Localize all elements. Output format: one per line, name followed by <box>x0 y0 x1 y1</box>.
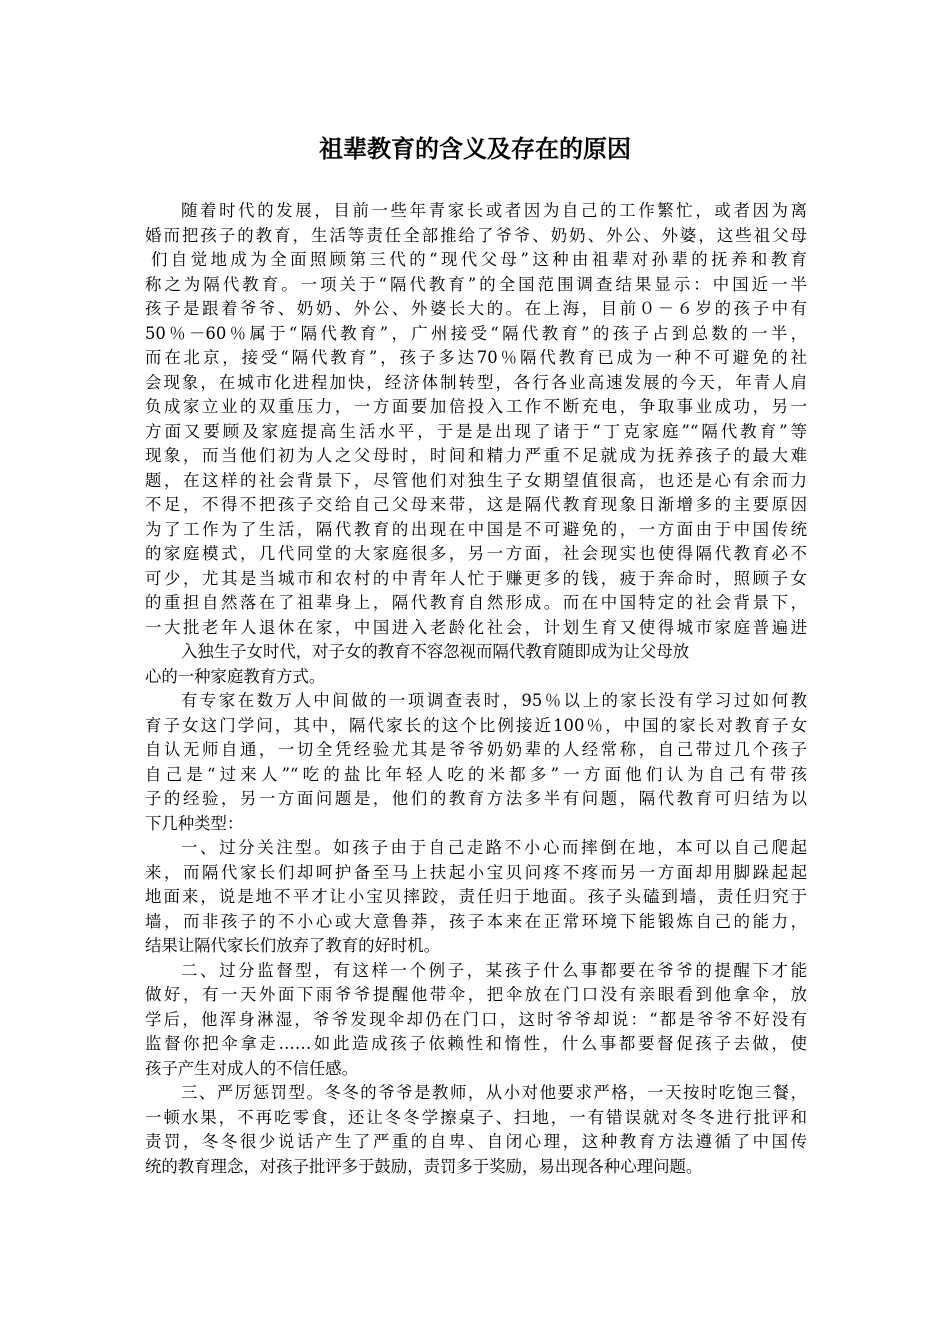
text-line: 墙，而非孩子的不小心或大意鲁莽，孩子本来在正常环境下能锻炼自己的能力， <box>145 911 807 931</box>
text-line: 来，而隔代家长们却呵护备至马上扶起小宝贝问疼不疼而另一方面却用脚跺起起 <box>145 862 807 882</box>
text-line: 不足，不得不把孩子交给自己父母来带，这是隔代教育现象日渐增多的主要原因 <box>145 495 807 514</box>
text-line: 监督你把伞拿走……如此造成孩子依赖性和惰性，什么事都要督促孩子去做，使 <box>145 1034 807 1053</box>
text-line: 会现象，在城市化进程加快，经济体制转型，各行各业高速发展的今天，年青人肩 <box>145 372 807 392</box>
paragraph <box>145 836 807 959</box>
text-line: 下几种类型： <box>145 813 244 833</box>
text-line: 二、过分监督型，有这样一个例子，某孩子什么事都要在爷爷的提醒下才能 <box>181 960 807 980</box>
text-line: 结果让隔代家长们放弃了教育的好时机。 <box>145 936 441 955</box>
text-line: 孩子是跟着爷爷、奶奶、外公、外婆长大的。在上海，目前０－６岁的孩子中有 <box>145 299 807 318</box>
text-line: 的重担自然落在了祖辈身上，隔代教育自然形成。而在中国特定的社会背景下， <box>145 593 807 612</box>
text-line: 三、严厉惩罚型。冬冬的爷爷是教师，从小对他要求严格，一天按时吃饱三餐， <box>181 1083 807 1102</box>
text-line: 随着时代的发展，目前一些年青家长或者因为自己的工作繁忙，或者因为离 <box>181 201 807 220</box>
text-line: 做好，有一天外面下雨爷爷提醒他带伞，把伞放在门口没有亲眼看到他拿伞，放 <box>145 985 807 1004</box>
text-line: 为了工作为了生活，隔代教育的出现在中国是不可避免的，一方面由于中国传统 <box>145 519 807 539</box>
text-line: 有专家在数万人中间做的一项调查表时，95％以上的家长没有学习过如何教 <box>181 691 807 710</box>
paragraph <box>145 689 807 836</box>
text-line: 一、过分关注型。如孩子由于自己走路不小心而摔倒在地，本可以自己爬起 <box>181 838 807 857</box>
text-line: 们自觉地成为全面照顾第三代的“现代父母”这种由祖辈对孙辈的抚养和教育 <box>151 250 807 269</box>
text-line: 50％－60％属于“隔代教育”，广州接受“隔代教育”的孩子占到总数的一半， <box>145 323 807 343</box>
document-body <box>145 199 807 1179</box>
text-line: 入独生子女时代，对子女的教育不容忽视而隔代教育随即成为让父母放 <box>181 642 690 661</box>
text-line: 婚而把孩子的教育，生活等责任全部推给了爷爷、奶奶、外公、外婆，这些祖父母 <box>145 225 807 245</box>
text-line: 心的一种家庭教育方式。 <box>145 666 326 686</box>
paragraph <box>145 1081 807 1179</box>
text-line: 负成家立业的双重压力，一方面要加倍投入工作不断充电，争取事业成功，另一 <box>145 397 807 416</box>
text-line: 子的经验，另一方面问题是，他们的教育方法多半有问题，隔代教育可归结为以 <box>145 789 807 808</box>
text-line: 学后，他浑身淋湿，爷爷发现伞却仍在门口，这时爷爷却说：“都是爷爷不好没有 <box>145 1009 807 1029</box>
text-line: 育子女这门学问，其中，隔代家长的这个比例接近100％，中国的家长对教育子女 <box>145 715 807 735</box>
text-line: 题，在这样的社会背景下，尽管他们对独生子女期望值很高，也还是心有余而力 <box>145 470 807 490</box>
paragraph <box>145 959 807 1082</box>
text-line: 一大批老年人退休在家，中国进入老龄化社会，计划生育又使得城市家庭普遍进 <box>145 617 807 637</box>
text-line: 统的教育理念，对孩子批评多于鼓励，责罚多于奖励，易出现各种心理问题。 <box>145 1156 703 1176</box>
text-line: 自认无师自通，一切全凭经验尤其是爷爷奶奶辈的人经常称，自己带过几个孩子 <box>145 740 807 759</box>
text-line: 地面来，说是地不平才让小宝贝摔跤，责任归于地面。孩子头磕到墙，责任归究于 <box>145 887 807 906</box>
text-line: 现象，而当他们初为人之父母时，时间和精力严重不足就成为抚养孩子的最大难 <box>145 446 807 465</box>
text-line: 自己是“过来人”“吃的盐比年轻人吃的米都多”一方面他们认为自己有带孩 <box>145 764 807 784</box>
paragraph <box>145 199 807 689</box>
text-line: 一顿水果，不再吃零食，还让冬冬学擦桌子、扫地，一有错误就对冬冬进行批评和 <box>145 1107 807 1127</box>
text-line: 的家庭模式，几代同堂的大家庭很多，另一方面，社会现实也使得隔代教育必不 <box>145 544 807 563</box>
text-line: 而在北京，接受“隔代教育”，孩子多达70％隔代教育已成为一种不可避免的社 <box>145 348 807 367</box>
text-line: 孩子产生对成人的不信任感。 <box>145 1058 359 1078</box>
text-line: 称之为隔代教育。一项关于“隔代教育”的全国范围调查结果显示：中国近一半 <box>145 274 807 294</box>
document-title: 祖辈教育的含义及存在的原因 <box>319 135 631 163</box>
text-line: 可少，尤其是当城市和农村的中青年人忙于赚更多的钱，疲于奔命时，照顾子女 <box>145 568 807 588</box>
text-line: 方面又要顾及家庭提高生活水平，于是是出现了诸于“丁克家庭”“隔代教育”等 <box>145 421 807 441</box>
text-line: 责罚，冬冬很少说话产生了严重的自卑、自闭心理，这种教育方法遵循了中国传 <box>145 1132 807 1151</box>
